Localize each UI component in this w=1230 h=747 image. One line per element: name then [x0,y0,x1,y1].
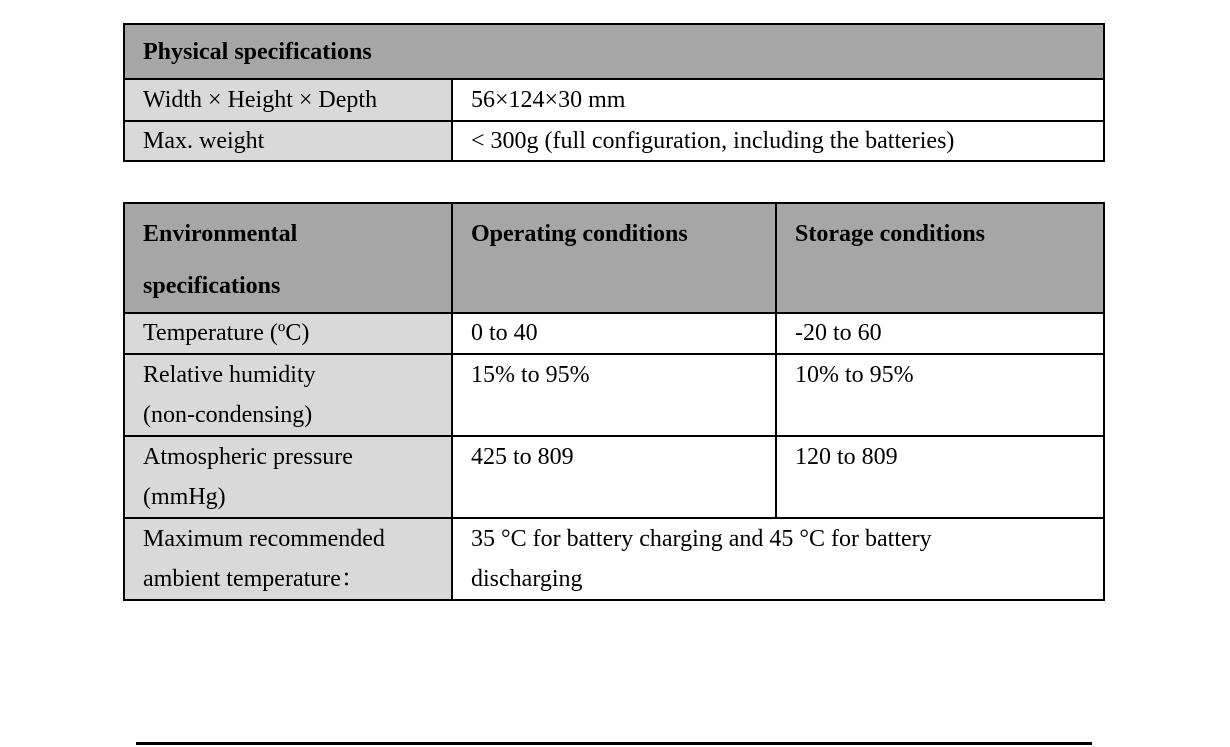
operating-conditions-header: Operating conditions [452,203,776,313]
max-weight-value: < 300g (full configuration, including the batteries) [452,121,1104,161]
humidity-label-line2: (non-condensing) [143,402,313,428]
humidity-label [124,354,452,436]
max-weight-label: Max. weight [124,121,452,161]
pressure-storage: 120 to 809 [776,436,1104,518]
temperature-operating: 0 to 40 [452,313,776,354]
temperature-storage: -20 to 60 [776,313,1104,354]
environmental-header-line2: specifications [143,273,281,299]
dimensions-value: 56×124×30 mm [452,79,1104,121]
temperature-label: Temperature (ºC) [124,313,452,354]
dimensions-label: Width × Height × Depth [124,79,452,121]
humidity-operating: 15% to 95% [452,354,776,436]
max-ambient-temp-label-line1: Maximum recommended [143,526,385,552]
max-ambient-temp-value [452,518,1104,600]
table-row [124,436,1104,518]
storage-conditions-header: Storage conditions [776,203,1104,313]
environmental-category-header [124,203,452,313]
environmental-header-line1: Environmental [143,221,298,247]
pressure-label-line1: Atmospheric pressure [143,444,353,470]
humidity-label-line1: Relative humidity [143,362,316,388]
pressure-operating: 425 to 809 [452,436,776,518]
table-row [124,79,1104,121]
max-ambient-temp-label-line2: ambient temperature： [143,566,365,592]
pressure-label [124,436,452,518]
physical-specs-header-row [124,24,1104,79]
environmental-header-row [124,203,1104,313]
environmental-specs-table [123,202,1105,601]
table-row [124,121,1104,161]
table-row [124,354,1104,436]
table-row [124,313,1104,354]
max-ambient-temp-value-line1: 35 °C for battery charging and 45 °C for battery [471,526,932,552]
humidity-storage: 10% to 95% [776,354,1104,436]
max-ambient-temp-value-line2: discharging [471,566,583,592]
table-row [124,518,1104,600]
footer-divider [136,742,1092,745]
max-ambient-temp-label [124,518,452,600]
physical-specs-table [123,23,1105,162]
physical-specs-title: Physical specifications [124,24,1104,79]
pressure-label-line2: (mmHg) [143,484,226,510]
